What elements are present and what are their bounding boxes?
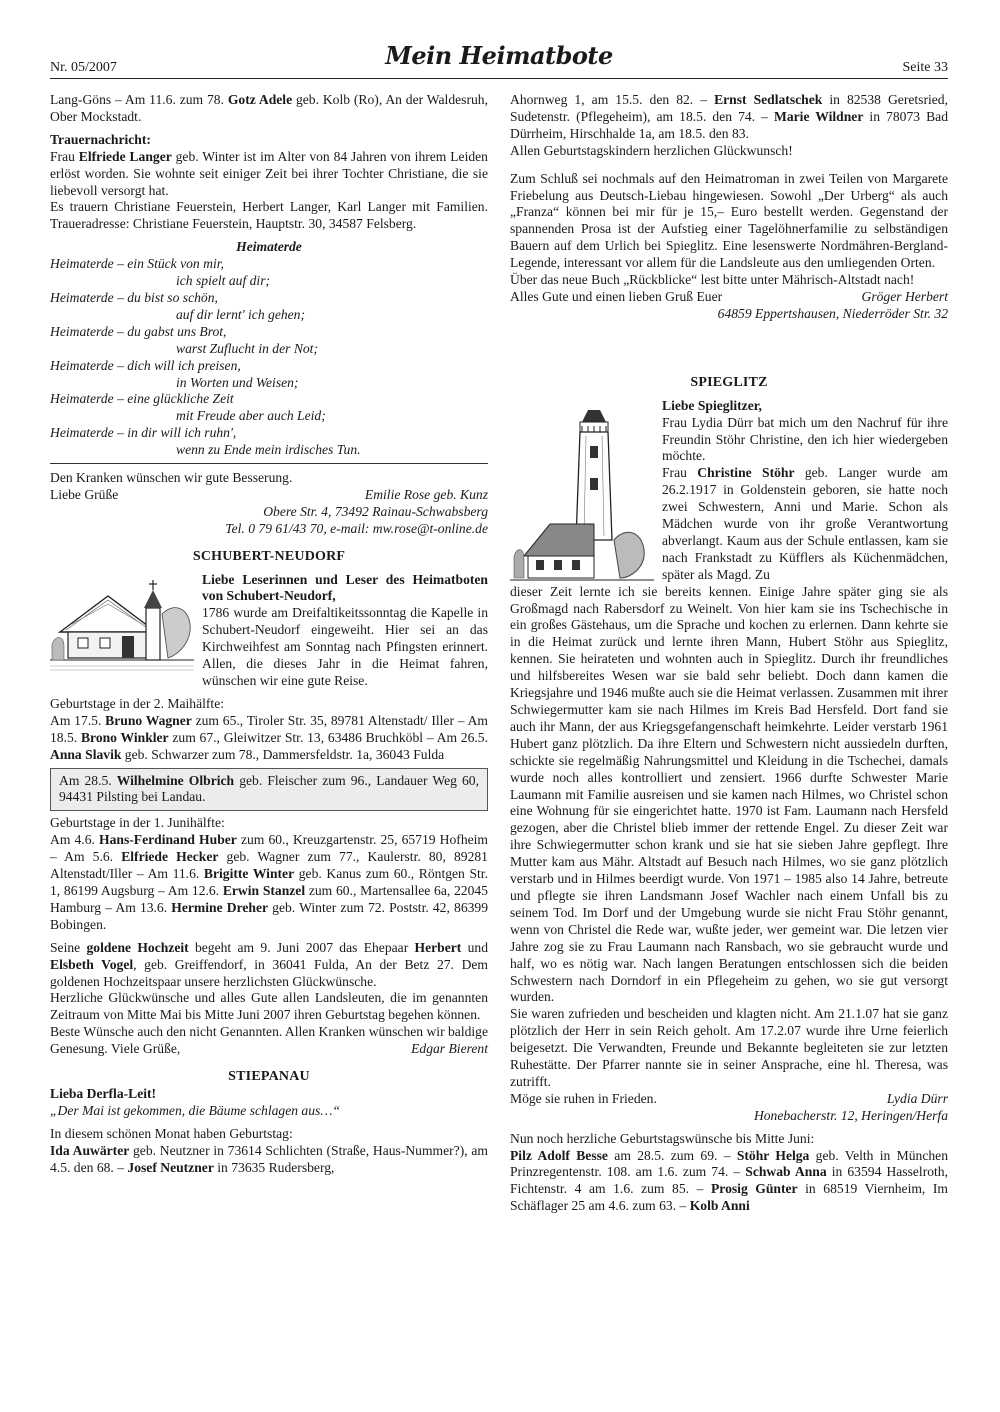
gt-june-body: Am 4.6. Hans-Ferdinand Huber zum 60., Kreuzgartenstr. 25, 65719 Hofheim – Am 5.6. Elfriede Hecker geb. Wagner zum 77., Kaulerstr. 80, 89281 Altenstadt/Iller – Am 11.6. Brigitte Winter geb. Kanus zum 60., Röntgen Str. 1, 86199 Augsburg – Am 12.6. Erwin Stanzel zum 60., Martensallee 6a, 22045 Hamburg – Am 13.6. Hermine Dreher geb. Winter zum 72. Poststr. 42, 86399 Bobingen. — [50, 832, 489, 932]
greeting-name: Emilie Rose geb. Kunz — [364, 486, 488, 502]
moege-name: Lydia Dürr — [886, 1090, 948, 1106]
poem-line: ich spielt auf dir; — [176, 273, 271, 289]
gt-june-head: Geburtstage in der 1. Junihälfte: — [50, 815, 225, 831]
continuation-text: Ahornweg 1, am 15.5. den 82. – Ernst Sedlatschek in 82538 Geretsried, Sudetenstr. (Pflegeheim), am 18.5. den 74. – Marie Wildner in 78073 Bad Dürrheim, Hirschhalde 1a, am 18.5. den 83. — [510, 92, 948, 141]
continuation-text-2: Allen Geburtstagskindern herzlichen Glückwunsch! — [510, 142, 793, 158]
spieglitz-greeting: Liebe Spieglitzer, — [662, 397, 762, 413]
tower-illustration — [510, 406, 654, 584]
spieglitz-p2b: dieser Zeit lernte ich sie bereits kennen. Einige Jahre später ging sie als Großmagd nach Rabersdorf zu Weinelt. Von hier kam sie ins Tschechische in ein großes Gästehaus, um die Sprache und kochen zu erlernen. Dann kehrte sie in die Heimat zurück und lernte ihren Mann, Hubert Stöhr aus Spieglitz, kennen. Sie heirateten und wohnten auch in Spieglitz. Durch ihr freundliches und hilfsbereites Wesen war sie bald sehr beliebt. Doch dann kamen die Kriegsjahre und 1946 mußte auch sie die Heimat verlassen. Zusammen mit ihrer Schwiegermutter kam sie nach Hilmes im Kreis Bad Hersfeld. Dort fand sie auch ihr Mann, der aus Kriegsgefangenschaft heimkehrte. Leider verstarb 1961 Hubert ganz plötzlich. Da ihre Eltern und Schwestern nicht aussiedeln durften, schickte sie regelmäßig Nahrungsmittel und Kleidung in die Tschechei, damals wurde noch alles kontrolliert und zensiert. 1966 durfte Schwester Marie Laumann mit Familie ausreisen und sie kamen nach Hilmes, wo Christel schon eine Wohnung für sie eingerichtet hatte. 1970 ist Fam. Laumann nach Hersfeld gezogen, aber die Christel blieb immer der rettende Engel. Zu dieser Zeit war ihre Schwiegermutter schon krank und sie hat sie sieben Jahre gepflegt. Ihre Mutter kam aus Mähr. Altstadt auf Besuch nach Hilmes, wo sie ganz plötzlich verstarb und in Hilmes beerdigt wurde. Von 1971 – 1985 also 14 Jahre, betreute und pflegte sie ihren Landsmann Josef Wachler nach einem Unfall bis zu seinem Tod. Im Dorf und der Umgebung wurde sie nicht Frau Stöhr genannt, wenn von Christel die Rede war, wußte jeder, wer gemeint war. Die letzen vier Jahre zog sie zu Frau Laumann nach Ransbach, wo sie gebraucht wurde und half, wo es nötig war. Nach langen Beratungen entschlossen sich die beiden Schwestern nach Dorndorf in ein Pflegeheim zu gehen, wo sie gut versorgt wurden. — [510, 583, 948, 1005]
greeting-label: Liebe Grüße — [50, 486, 119, 502]
address-line-1: Obere Str. 4, 73492 Rainau-Schwabsberg — [263, 503, 488, 519]
poem-line: Heimaterde – in dir will ich ruhn', — [50, 425, 237, 441]
spieglitz-p2a: Frau Christine Stöhr geb. Langer wurde am 26.2.1917 in Goldenstein geboren, sie hatte noch zwei Schwestern, Anni und Marie. Schon als Mädchen wurde von ihr große Verantwortung abverlangt. Kaum aus der Schule entlassen, kam sie nach Frankstadt zu Küfflers als Küchenmädchen, später als Magd. Zu — [662, 465, 948, 582]
section-title-spieglitz: SPIEGLITZ — [690, 374, 768, 390]
poem-line: Heimaterde – du bist so schön, — [50, 289, 218, 305]
poem-line: Heimaterde – ein Stück von mir, — [50, 256, 224, 272]
trauer-body: Frau Elfriede Langer geb. Winter ist im Alter von 84 Jahren von ihrem Leiden erlöst worden. Sie wohnte seit einiger Zeit bei ihrer Tochter Christiane, die sie liebevoll versorgt hat. — [50, 148, 488, 198]
alles-gute-address: 64859 Eppertshausen, Niederröder Str. 32 — [717, 305, 948, 321]
stiepanau-greeting: Lieba Derfla-Leit! — [50, 1085, 157, 1101]
spieglitz-block — [510, 398, 948, 584]
masthead-logo: Mein Heimatbote — [385, 41, 613, 70]
schubert-block — [50, 572, 488, 690]
poem-line: warst Zuflucht in der Not; — [176, 340, 318, 356]
issue-number: Nr. 05/2007 — [50, 60, 117, 75]
poem-title: Heimaterde — [236, 239, 302, 255]
poem-line: auf dir lernt' ich gehen; — [176, 306, 306, 322]
gt-may-body: Am 17.5. Bruno Wagner zum 65., Tiroler Str. 35, 89781 Altenstadt/ Iller – Am 18.5. Brono Winkler zum 67., Gleiwitzer Str. 13, 63486 Bruchköbl – Am 26.5. Anna Slavik geb. Schwarzer zum 78., Dammersfeldstr. 1a, 36043 Fulda — [50, 712, 489, 762]
poem-line: Heimaterde – eine glückliche Zeit — [50, 391, 234, 407]
header-rule — [50, 78, 948, 79]
poem-line: wenn zu Ende mein irdisches Tun. — [176, 442, 361, 458]
hochzeit-text: Seine goldene Hochzeit begeht am 9. Juni 2007 das Ehepaar Herbert und Elsbeth Vogel, geb. Greiffendorf, in 36041 Fulda, An der Betz 27. Dem goldenen Hochzeitspaar unsere herzlichsten Glückwünsche. — [50, 939, 489, 989]
stiepanau-body: In diesem schönen Monat haben Geburtstag: — [50, 1125, 293, 1141]
poem-line: Heimaterde – dich will ich preisen, — [50, 357, 241, 373]
poem-line: Heimaterde – du gabst uns Brot, — [50, 323, 227, 339]
moege-line — [510, 1091, 948, 1108]
kranken-text: Den Kranken wünschen wir gute Besserung. — [50, 470, 293, 486]
alles-gute-label: Alles Gute und einen lieben Gruß Euer — [510, 288, 723, 304]
section-title-schubert: SCHUBERT-NEUDORF — [192, 548, 346, 564]
moege-label: Möge sie ruhen in Frieden. — [510, 1090, 657, 1106]
alles-gute-line — [510, 289, 948, 306]
trauer-title: Trauernachricht: — [50, 131, 151, 147]
intro-paragraph: Lang-Göns – Am 11.6. zum 78. Gotz Adele geb. Kolb (Ro), An der Waldesruh, Ober Mockstadt. — [50, 92, 488, 124]
left-column — [50, 92, 488, 1176]
stiepanau-body-2: Ida Auwärter geb. Neutzner in 73614 Schlichten (Straße, Haus-Nummer?), am 4.5. den 68. – Josef Neutzner in 73635 Rudersberg, — [50, 1142, 488, 1175]
right-column — [510, 92, 948, 1215]
final-body: Pilz Adolf Besse am 28.5. zum 69. – Stöhr Helga geb. Velth in München Prinzregentenstr. 108. am 1.6. zum 74. – Schwab Anna in 63594 Hasselroth, Fichtenstr. 4 am 1.6. zum 85. – Prosig Günter in 68519 Viernheim, Im Schäflager 25 am 4.6. zum 63. – Kolb Anni — [510, 1147, 948, 1214]
poem-line: mit Freude aber auch Leid; — [176, 408, 326, 424]
chapel-illustration — [50, 574, 194, 672]
glueckwunsch-text: Herzliche Glückwünsche und alles Gute allen Landsleuten, die im genannten Zeitraum von Mitte Mai bis Mitte Juni 2007 ihren Geburtstag begehen können. — [50, 990, 488, 1023]
roman-text: Zum Schluß sei nochmals auf den Heimatroman in zwei Teilen von Margarete Friebelung aus Deutsch-Liebau hingewiesen. Sowohl „Der Urberg“ als auch „Franza“ können bei mir für je 15,– Euro bestellt werden. Gegenstand der spannenden Prosa ist der Aufstieg einer Tagelöhnerfamilie zu selbständigen Bauern auf dem Urlich bei Spieglitz. Eine lesenswerte Nordmähren-Bergland-Legende, interessant vor allem für die Landsleute aus den umliegenden Orten. — [510, 170, 948, 271]
moege-address: Honebacherstr. 12, Heringen/Herfa — [753, 1107, 948, 1123]
highlight-box: Am 28.5. Wilhelmine Olbrich geb. Fleischer zum 96., Landauer Weg 60, 94431 Pilsting bei Landau. — [50, 768, 488, 812]
address-line-2: Tel. 0 79 61/43 70, e-mail: mw.rose@t-online.de — [225, 520, 488, 536]
poem — [50, 256, 488, 459]
divider — [50, 463, 488, 464]
spieglitz-p1: Frau Lydia Dürr bat mich um den Nachruf für ihre Freundin Stöhr Christine, den ich hier wiedergeben möchte. — [662, 414, 948, 464]
beste-name: Edgar Bierent — [411, 1041, 488, 1057]
page-number: Seite 33 — [902, 60, 948, 75]
gt-may-head: Geburtstage in der 2. Maihälfte: — [50, 695, 225, 711]
spieglitz-p3: Sie waren zufrieden und bescheiden und klagten nicht. Am 21.1.07 hat sie ganz plötzlich der Herr in sein Reich geholt. Am 17.2.07 wurde ihre Urne feierlich beigesetzt. Die Verwandten, Freunde und Bekannte begleiteten sie zur letzten Ruhestätte. Der Pfarrer nannte sie in seiner Ansprache, eine hl. Theresa, was zutrifft. — [510, 1006, 948, 1089]
schubert-body: 1786 wurde am Dreifaltikeitssonntag die Kapelle in Schubert-Neudorf eingeweiht. Hier sei an das Kirchweihfest am Sonntag nach Pfingsten erinnert. Allen, die dieses Jahr in die Heimat fahren, wünschen wir eine gute Reise. — [202, 605, 488, 688]
section-title-stiepanau: STIEPANAU — [228, 1069, 310, 1085]
trauer-body-2: Es trauern Christiane Feuerstein, Herbert Langer, Karl Langer mit Familien. Traueradresse: Christiane Feuerstein, Hauptstr. 30, 34587 Felsberg. — [50, 199, 488, 232]
greeting-line — [50, 487, 488, 504]
alles-gute-name: Gröger Herbert — [861, 288, 948, 304]
beste-body: Beste Wünsche auch den nicht Genannten. Allen Kranken wünschen wir baldige Genesung. Viele Grüße, — [50, 1024, 489, 1057]
roman-text-2: Über das neue Buch „Rückblicke“ lest bitte unter Mährisch-Altstadt nach! — [510, 272, 915, 288]
stiepanau-quote: „Der Mai ist gekommen, die Bäume schlagen aus…“ — [50, 1102, 340, 1118]
beste-text — [50, 1024, 488, 1058]
final-head: Nun noch herzliche Geburtstagswünsche bis Mitte Juni: — [510, 1130, 815, 1146]
schubert-greeting: Liebe Leserinnen und Leser des Heimatboten von Schubert-Neudorf, — [202, 571, 488, 604]
poem-line: in Worten und Weisen; — [176, 374, 299, 390]
page-header — [50, 41, 948, 78]
